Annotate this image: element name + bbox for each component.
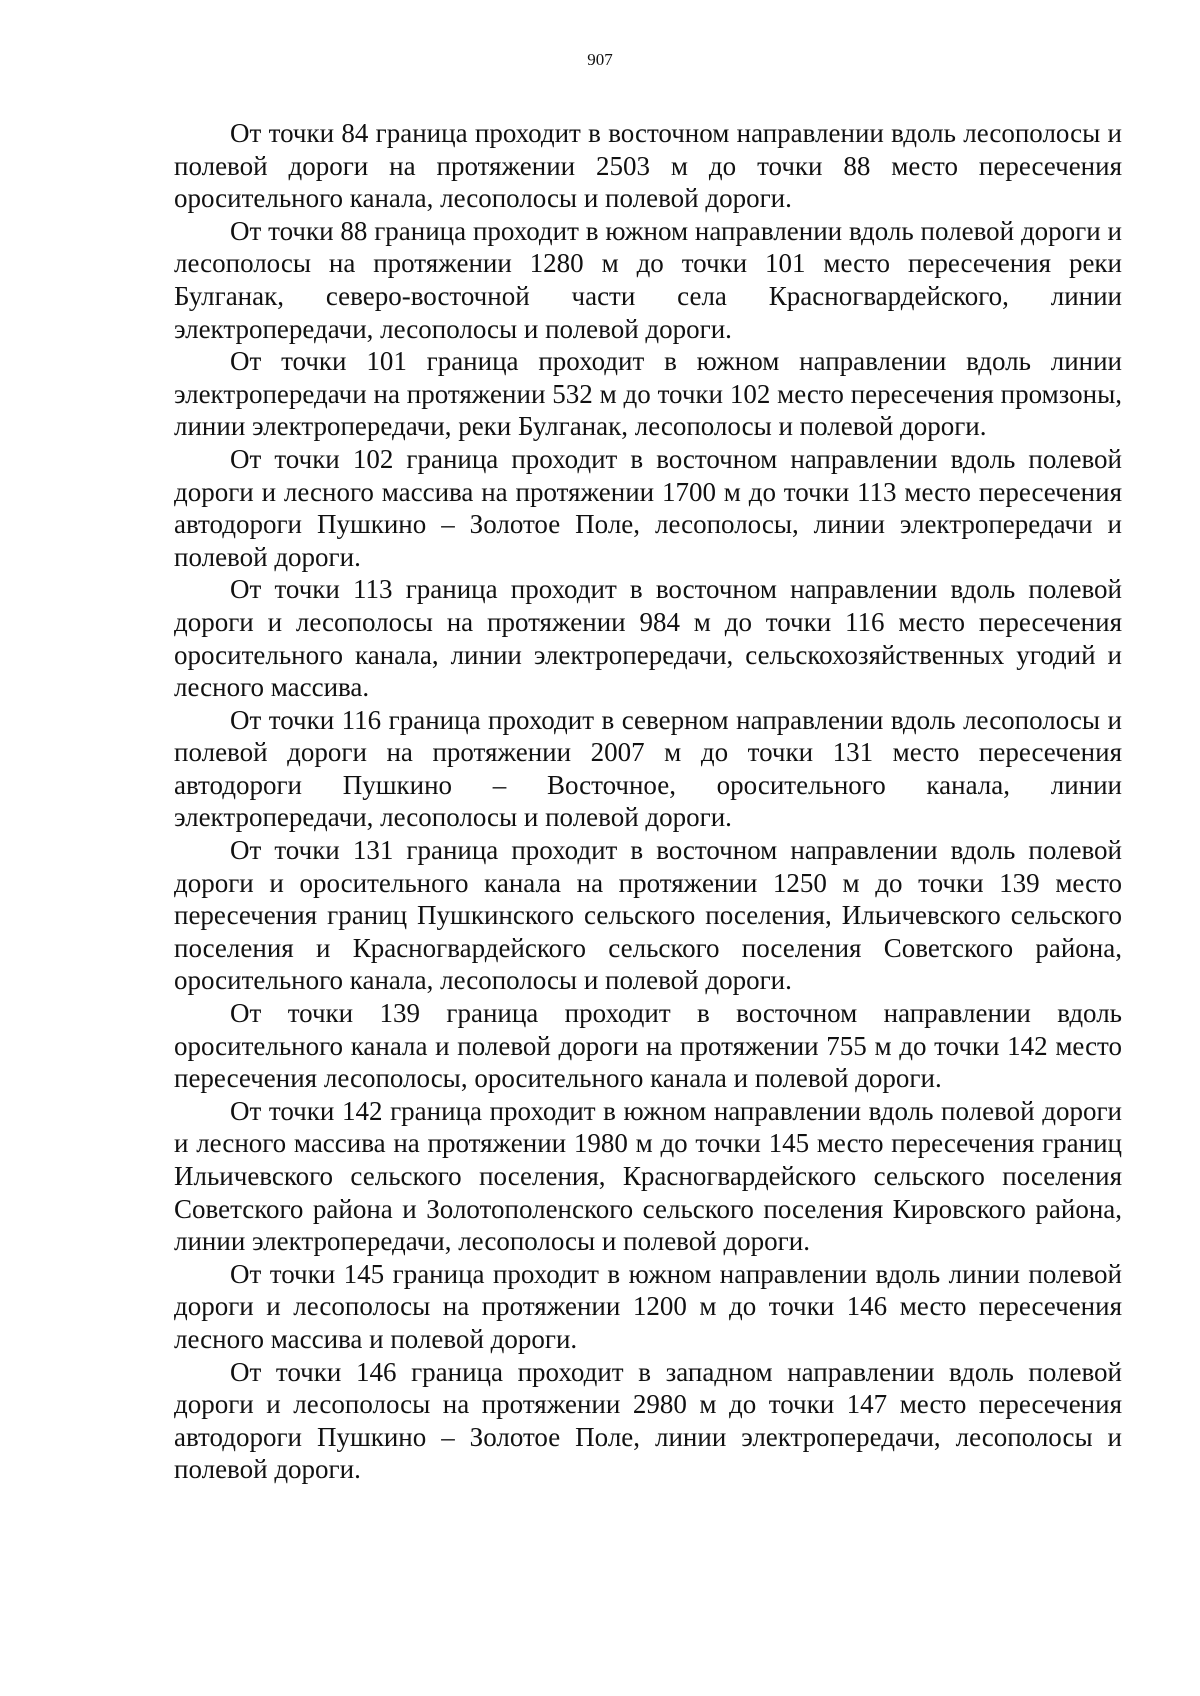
paragraph-point-88: От точки 88 граница проходит в южном направлении вдоль полевой дороги и лесополосы на протяжении 1280 м до точки 101 место пересечения реки Булганак, северо-восточной части села Красногвардейского, линии электропередачи, лесополосы и полевой дороги. xyxy=(174,215,1122,344)
paragraph-point-139: От точки 139 граница проходит в восточном направлении вдоль оросительного канала и полевой дороги на протяжении 755 м до точки 142 место пересечения лесополосы, оросительного канала и полевой дороги. xyxy=(174,998,1122,1094)
paragraph-point-146: От точки 146 граница проходит в западном направлении вдоль полевой дороги и лесополосы на протяжении 2980 м до точки 147 место пересечения автодороги Пушкино – Золотое Поле, линии электропередачи, лесополосы и полевой дороги. xyxy=(174,1356,1122,1485)
paragraph-point-116: От точки 116 граница проходит в северном направлении вдоль лесополосы и полевой дороги на протяжении 2007 м до точки 131 место пересечения автодороги Пушкино – Восточное, оросительного канала, линии электропередачи, лесополосы и полевой дороги. xyxy=(174,704,1122,833)
paragraph-point-131: От точки 131 граница проходит в восточном направлении вдоль полевой дороги и оросительного канала на протяжении 1250 м до точки 139 место пересечения границ Пушкинского сельского поселения, Ильичевского сельского поселения и Красногвардейского сельского поселения Советского района, оросительного канала, лесополосы и полевой дороги. xyxy=(174,835,1122,996)
page-number: 907 xyxy=(587,50,613,69)
paragraph-point-113: От точки 113 граница проходит в восточном направлении вдоль полевой дороги и лесополосы на протяжении 984 м до точки 116 место пересечения оросительного канала, линии электропередачи, сельскохозяйственных угодий и лесного массива. xyxy=(174,574,1122,703)
paragraph-point-102: От точки 102 граница проходит в восточном направлении вдоль полевой дороги и лесного массива на протяжении 1700 м до точки 113 место пересечения автодороги Пушкино – Золотое Поле, лесополосы, линии электропередачи и полевой дороги. xyxy=(174,443,1122,572)
paragraph-point-145: От точки 145 граница проходит в южном направлении вдоль линии полевой дороги и лесополосы на протяжении 1200 м до точки 146 место пересечения лесного массива и полевой дороги. xyxy=(174,1258,1122,1354)
document-body xyxy=(174,117,1122,1486)
paragraph-point-142: От точки 142 граница проходит в южном направлении вдоль полевой дороги и лесного массива на протяжении 1980 м до точки 145 место пересечения границ Ильичевского сельского поселения, Красногвардейского сельского поселения Советского района и Золотополенского сельского поселения Кировского района, линии электропередачи, лесополосы и полевой дороги. xyxy=(174,1095,1122,1257)
paragraph-point-84: От точки 84 граница проходит в восточном направлении вдоль лесополосы и полевой дороги на протяжении 2503 м до точки 88 место пересечения оросительного канала, лесополосы и полевой дороги. xyxy=(174,118,1122,214)
paragraph-point-101: От точки 101 граница проходит в южном направлении вдоль линии электропередачи на протяжении 532 м до точки 102 место пересечения промзоны, линии электропередачи, реки Булганак, лесополосы и полевой дороги. xyxy=(174,346,1122,442)
